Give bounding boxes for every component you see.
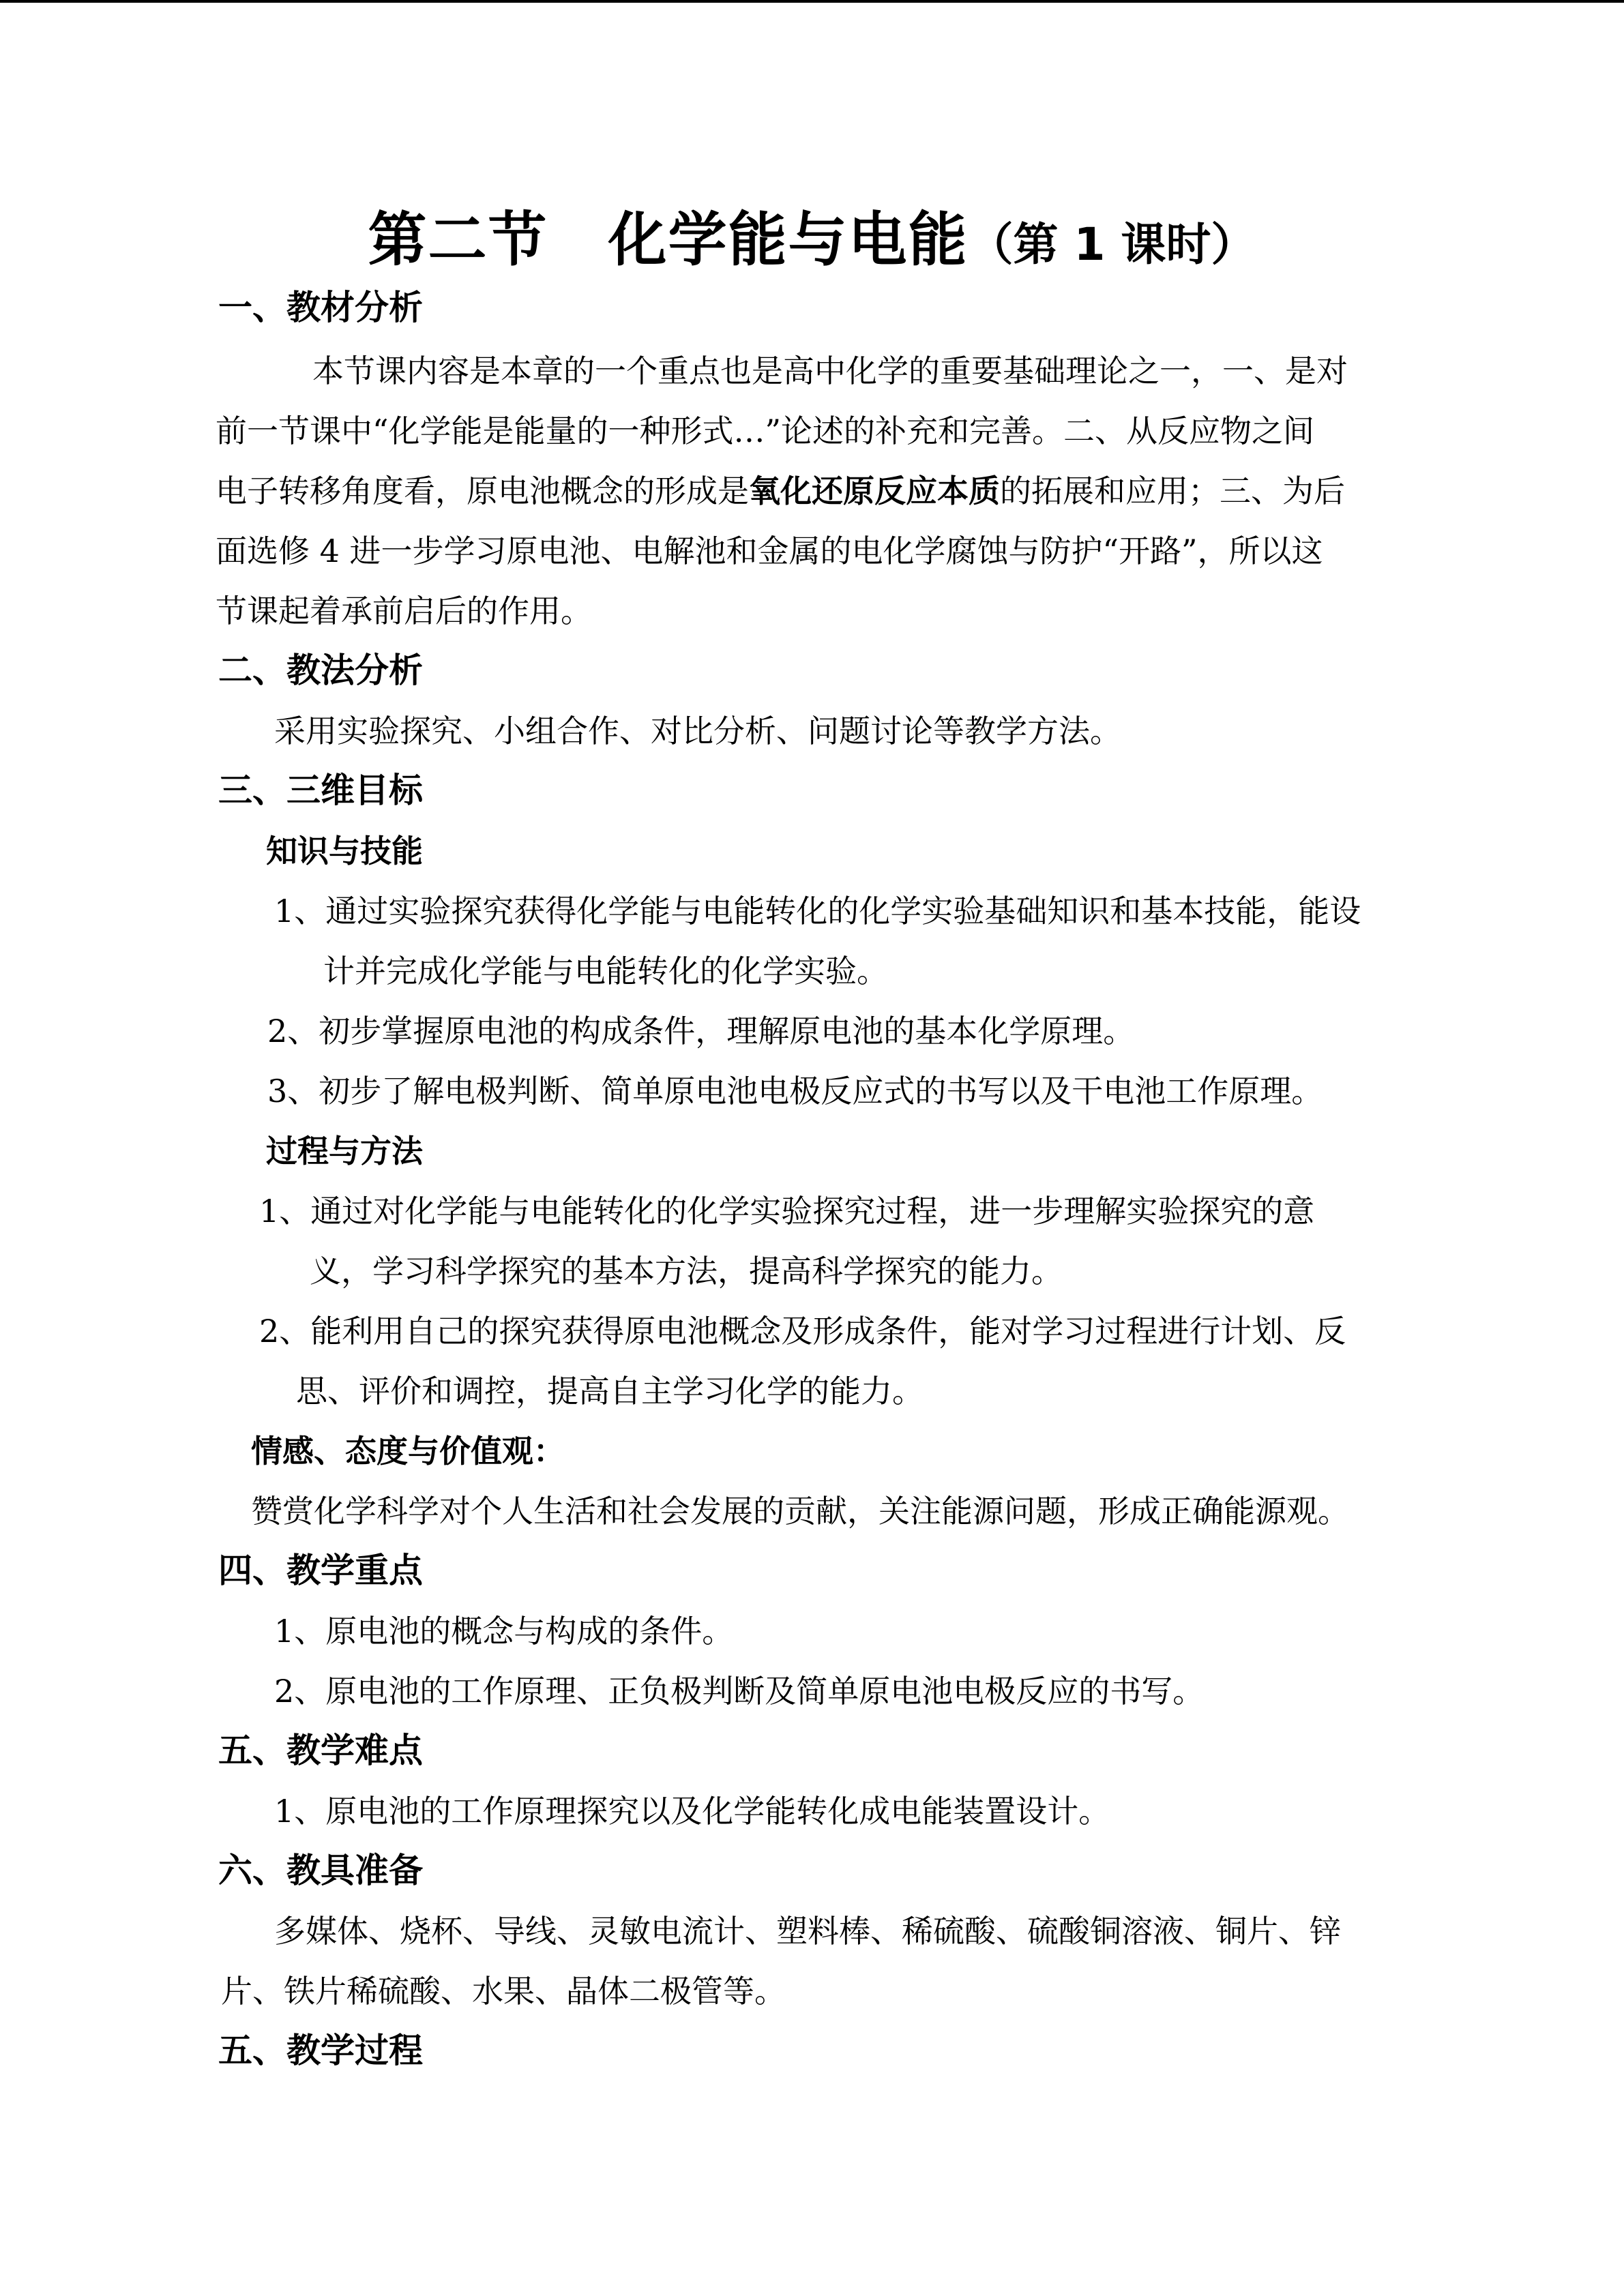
list-item: 3、初步了解电极判断、简单原电池电极反应式的书写以及干电池工作原理。 [267,1073,1323,1109]
paragraph-line: 片、铁片稀硫酸、水果、晶体二极管等。 [221,1973,786,2010]
text-run: 电子转移角度看，原电池概念的形成是 [216,473,749,509]
list-item: 2、初步掌握原电池的构成条件，理解原电池的基本化学原理。 [267,1013,1135,1049]
subheading-process-methods: 过程与方法 [266,1133,423,1169]
list-item-continuation: 义，学习科学探究的基本方法，提高科学探究的能力。 [310,1253,1063,1289]
list-item: 1、原电池的工作原理探究以及化学能转化成电能装置设计。 [274,1793,1110,1830]
section-heading-difficulties: 五、教学难点 [218,1731,423,1770]
list-item: 1、通过对化学能与电能转化的化学实验探究过程，进一步理解实验探究的意 [259,1193,1315,1229]
section-heading-key-points: 四、教学重点 [218,1551,423,1590]
title-main: 第二节 化学能与电能 [368,206,969,274]
emphasis-text: 氧化还原反应本质 [749,473,1000,509]
paragraph-line: 本节课内容是本章的一个重点也是高中化学的重要基础理论之一，一、是对 [312,353,1348,389]
paragraph-line: 节课起着承前启后的作用。 [216,593,592,629]
paragraph-line: 多媒体、烧杯、导线、灵敏电流计、塑料棒、稀硫酸、硫酸铜溶液、铜片、锌 [274,1913,1341,1950]
paragraph-line: 赞赏化学科学对个人生活和社会发展的贡献，关注能源问题，形成正确能源观。 [251,1493,1349,1530]
section-heading-teaching-method: 二、教法分析 [218,651,423,690]
subheading-knowledge-skills: 知识与技能 [266,833,423,869]
list-item-continuation: 思、评价和调控，提高自主学习化学的能力。 [296,1373,924,1410]
page-title [0,192,1624,277]
list-item-continuation: 计并完成化学能与电能转化的化学实验。 [323,953,888,989]
paragraph-line: 面选修 4 进一步学习原电池、电解池和金属的电化学腐蚀与防护“开路”，所以这 [216,533,1323,569]
paragraph-line: 采用实验探究、小组合作、对比分析、问题讨论等教学方法。 [274,713,1121,749]
list-item: 1、原电池的概念与构成的条件。 [274,1613,734,1650]
list-item: 1、通过实验探究获得化学能与电能转化的化学实验基础知识和基本技能，能设 [274,893,1361,929]
paragraph-line: 前一节课中“化学能是能量的一种形式…”论述的补充和完善。二、从反应物之间 [216,413,1315,449]
section-heading-teaching-process: 五、教学过程 [218,2031,423,2070]
section-heading-teaching-aids: 六、教具准备 [218,1851,423,1890]
subheading-attitudes-values: 情感、态度与价值观： [251,1433,565,1470]
list-item: 2、原电池的工作原理、正负极判断及简单原电池电极反应的书写。 [274,1673,1205,1710]
list-item: 2、能利用自己的探究获得原电池概念及形成条件，能对学习过程进行计划、反 [259,1313,1346,1350]
section-heading-objectives: 三、三维目标 [218,771,423,810]
paragraph-line [216,471,1345,511]
text-run: 的拓展和应用；三、为后 [1000,473,1345,509]
section-heading-textbook-analysis: 一、教材分析 [218,288,423,327]
title-sub: （第 1 课时） [968,218,1256,271]
